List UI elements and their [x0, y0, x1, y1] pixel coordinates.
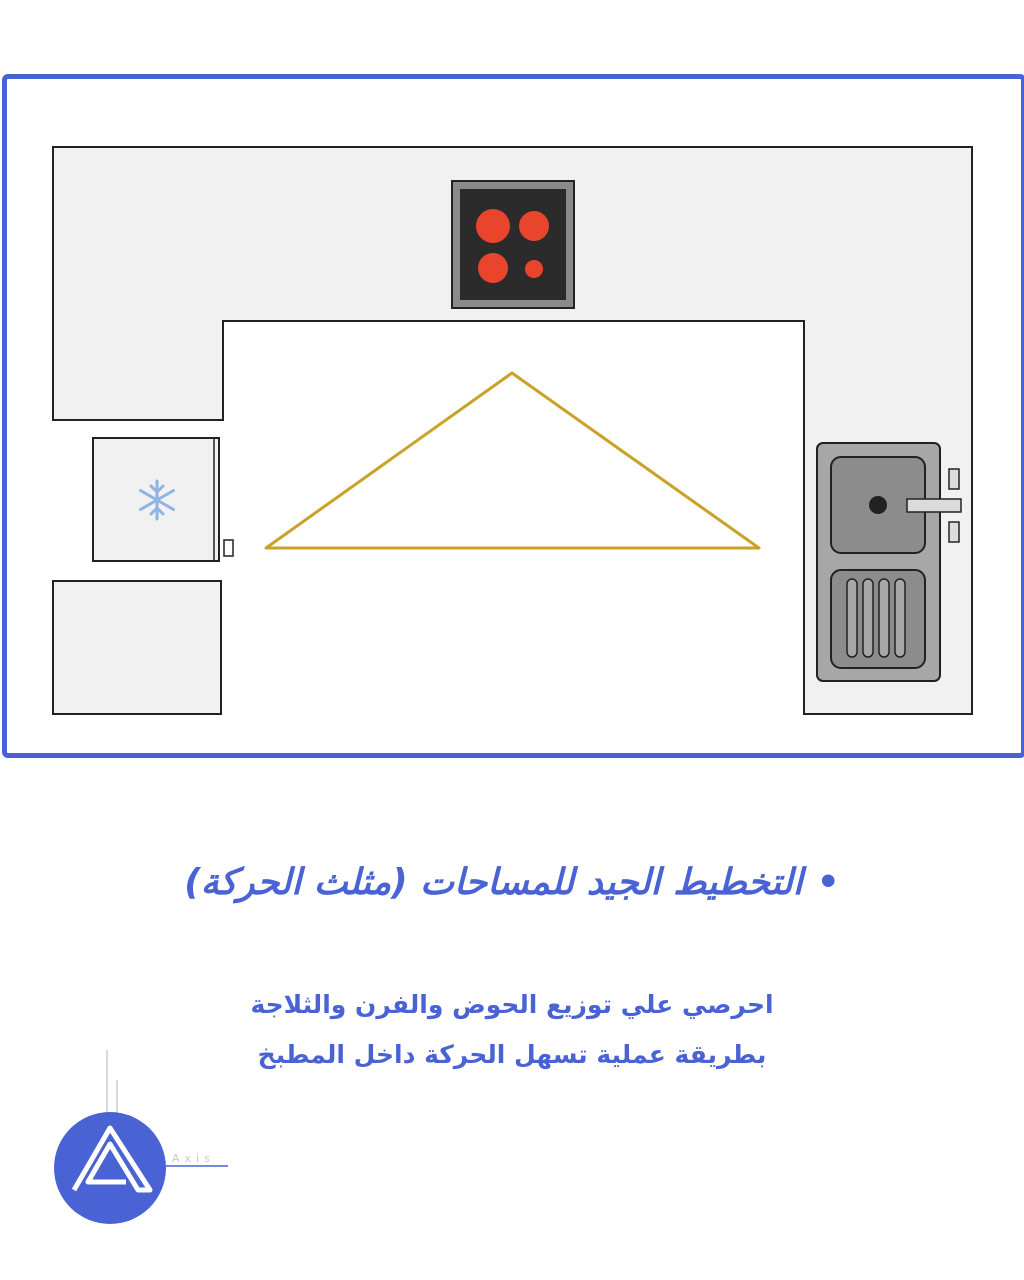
burner-large-3 [478, 253, 508, 283]
body-text-line-1: احرصي علي توزيع الحوض والفرن والثلاجة [250, 990, 774, 1019]
drainboard [831, 570, 925, 668]
logo-wordmark: Axis [172, 1152, 215, 1165]
corner-cabinet [53, 581, 221, 714]
burner-small [525, 260, 543, 278]
body-text-line-2: بطريقة عملية تسهل الحركة داخل المطبخ [257, 1040, 767, 1069]
sink-icon [817, 443, 961, 681]
burner-large-1 [476, 209, 510, 243]
work-triangle [266, 373, 759, 548]
headline [0, 862, 1024, 903]
sink-drain [869, 496, 887, 514]
kitchen-plan-frame [2, 74, 1024, 758]
axis-logo [50, 1040, 250, 1230]
faucet-handle-bottom [949, 522, 959, 542]
faucet-spout [907, 499, 961, 512]
fridge [93, 438, 233, 561]
faucet-handle-top [949, 469, 959, 489]
headline-text: التخطيط الجيد للمساحات (مثلث الحركة) [184, 862, 803, 903]
cooktop-icon [452, 181, 574, 308]
burner-large-2 [519, 211, 549, 241]
bullet-icon: • [816, 862, 840, 903]
kitchen-plan-diagram [7, 79, 1021, 753]
